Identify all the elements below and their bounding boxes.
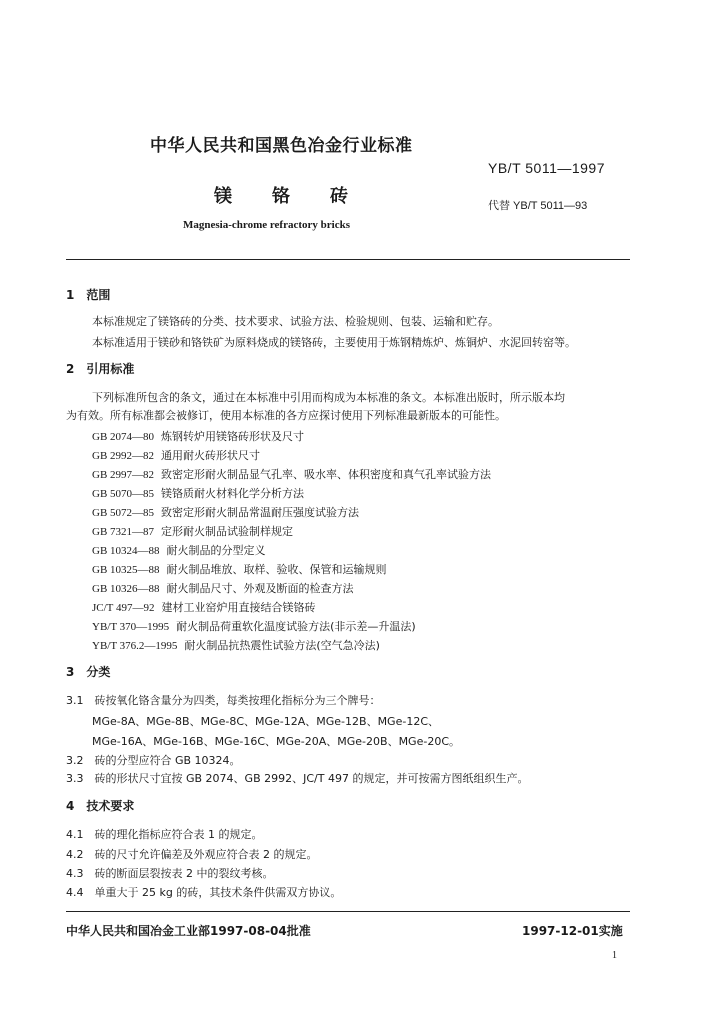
- clause-3-1-grades-line-1: MGe-8A、MGe-8B、MGe-8C、MGe-12A、MGe-12B、MGe-12C、: [92, 715, 439, 728]
- reference-code: YB/T 376.2—1995: [92, 640, 178, 652]
- clause-3-1-grades-line-2: MGe-16A、MGe-16B、MGe-16C、MGe-20A、MGe-20B、MGe-20C。: [92, 735, 460, 748]
- reference-code: GB 10325—88: [92, 564, 160, 576]
- reference-title: 通用耐火砖形状尺寸: [161, 449, 261, 462]
- reference-item: [92, 561, 387, 577]
- reference-code: GB 2997—82: [92, 469, 155, 481]
- section-1-heading: 1 范围: [66, 288, 111, 302]
- reference-item: [92, 599, 315, 615]
- clause-4-3: 4.3 砖的断面层裂按表 2 中的裂纹考核。: [66, 867, 274, 880]
- reference-item: [92, 618, 416, 634]
- reference-code: GB 5072—85: [92, 507, 155, 519]
- reference-item: [92, 447, 260, 463]
- clause-3-1: 3.1 砖按氧化铬含量分为四类，每类按理化指标分为三个牌号：: [66, 694, 381, 707]
- reference-item: [92, 523, 293, 539]
- reference-code: YB/T 370—1995: [92, 621, 170, 633]
- clause-4-2: 4.2 砖的尺寸允许偏差及外观应符合表 2 的规定。: [66, 848, 318, 861]
- reference-code: GB 2074—80: [92, 431, 155, 443]
- reference-title: 耐火制品荷重软化温度试验方法(非示差—升温法): [176, 620, 416, 633]
- reference-title: 致密定形耐火制品显气孔率、吸水率、体积密度和真气孔率试验方法: [161, 468, 492, 481]
- reference-title: 建材工业窑炉用直接结合镁铬砖: [161, 601, 316, 614]
- reference-code: GB 10326—88: [92, 583, 160, 595]
- reference-code: GB 5070—85: [92, 488, 155, 500]
- industry-standard-title: 中华人民共和国黑色冶金行业标准: [150, 136, 413, 156]
- reference-item: [92, 428, 304, 444]
- reference-title: 耐火制品抗热震性试验方法(空气急冷法): [184, 639, 380, 652]
- clause-3-3: 3.3 砖的形状尺寸宜按 GB 2074、GB 2992、JC/T 497 的规定，并可按需方图纸组织生产。: [66, 772, 529, 785]
- footer-divider: [66, 911, 630, 912]
- approval-statement: 中华人民共和国冶金工业部1997-08-04批准: [66, 924, 311, 938]
- reference-title: 耐火制品尺寸、外观及断面的检查方法: [166, 582, 354, 595]
- reference-item: [92, 466, 491, 482]
- english-title: Magnesia-chrome refractory bricks: [183, 219, 350, 231]
- reference-item: [92, 504, 359, 520]
- section-3-heading: 3 分类: [66, 665, 111, 679]
- header-divider: [66, 259, 630, 260]
- reference-item: [92, 485, 304, 501]
- reference-code: GB 2992—82: [92, 450, 155, 462]
- reference-title: 耐火制品堆放、取样、验收、保管和运输规则: [166, 563, 387, 576]
- reference-title: 炼钢转炉用镁铬砖形状及尺寸: [161, 430, 305, 443]
- reference-title: 镁铬质耐火材料化学分析方法: [161, 487, 305, 500]
- standard-code: YB/T 5011—1997: [488, 160, 606, 176]
- section-2-heading: 2 引用标准: [66, 362, 135, 376]
- reference-title: 致密定形耐火制品常温耐压强度试验方法: [161, 506, 360, 519]
- reference-title: 耐火制品的分型定义: [166, 544, 266, 557]
- section-4-heading: 4 技术要求: [66, 799, 135, 813]
- replaces-note: 代替 YB/T 5011—93: [488, 200, 588, 212]
- implementation-date: 1997-12-01实施: [522, 924, 623, 938]
- reference-item: [92, 637, 380, 653]
- clause-4-1: 4.1 砖的理化指标应符合表 1 的规定。: [66, 828, 263, 841]
- section-1-paragraph-1: 本标准规定了镁铬砖的分类、技术要求、试验方法、检验规则、包装、运输和贮存。: [92, 315, 499, 328]
- page-number: 1: [612, 950, 617, 961]
- reference-code: JC/T 497—92: [92, 602, 155, 614]
- section-2-paragraph-line-2: 为有效。所有标准都会被修订，使用本标准的各方应探讨使用下列标准最新版本的可能性。: [66, 409, 506, 422]
- section-1-paragraph-2: 本标准适用于镁砂和铬铁矿为原料烧成的镁铬砖，主要使用于炼钢精炼炉、炼铜炉、水泥回转窑等。: [92, 336, 576, 349]
- reference-title: 定形耐火制品试验制样规定: [161, 525, 294, 538]
- reference-code: GB 10324—88: [92, 545, 160, 557]
- section-2-paragraph-line-1: 下列标准所包含的条文，通过在本标准中引用而构成为本标准的条文。本标准出版时，所示版本均: [92, 391, 565, 404]
- document-title: 镁铬砖: [214, 186, 388, 207]
- reference-item: [92, 542, 266, 558]
- clause-4-4: 4.4 单重大于 25 kg 的砖，其技术条件供需双方协议。: [66, 886, 342, 899]
- reference-item: [92, 580, 354, 596]
- clause-3-2: 3.2 砖的分型应符合 GB 10324。: [66, 754, 241, 767]
- reference-code: GB 7321—87: [92, 526, 155, 538]
